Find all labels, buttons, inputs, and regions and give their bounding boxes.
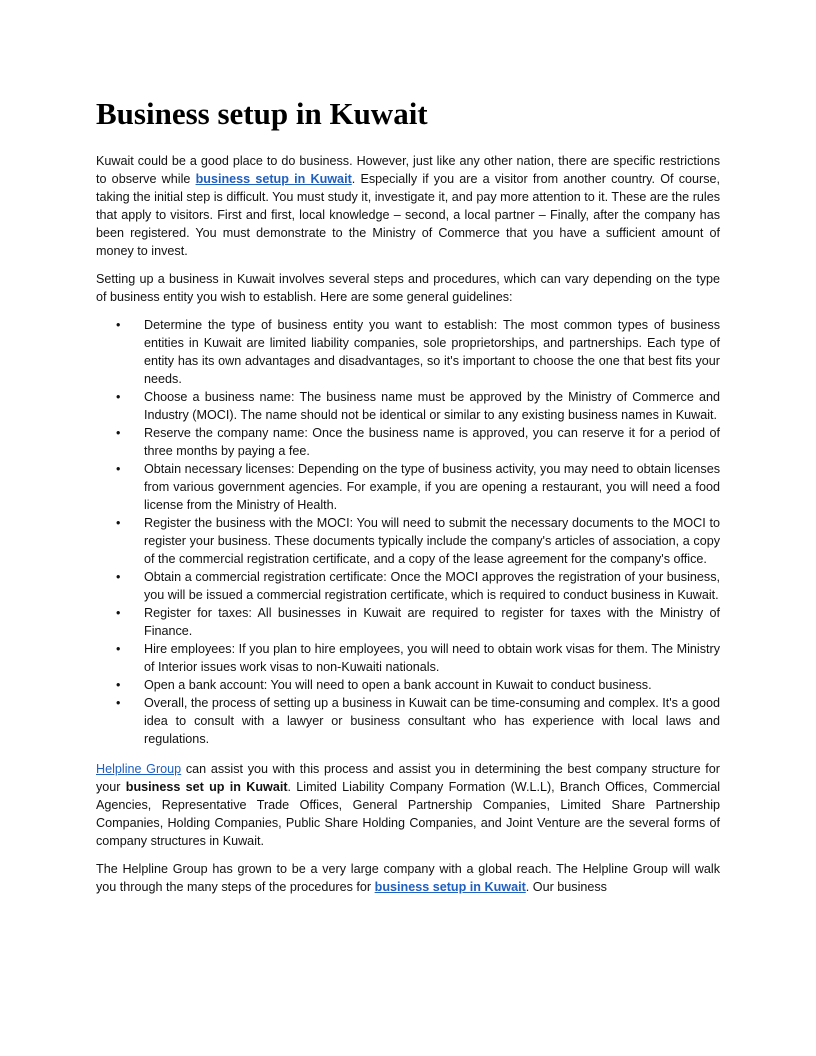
bullet-icon: •: [116, 390, 121, 404]
list-item: [116, 604, 720, 640]
helpline-text-mid: can assist you with this process and assist you in determining the best company structure for your: [96, 762, 720, 794]
closing-text-after: . Our business: [525, 880, 607, 894]
guidelines-intro-paragraph: Setting up a business in Kuwait involves several steps and procedures, which can vary depending on the type of business entity you wish to establish. Here are some general guidelines:: [96, 272, 720, 304]
bullet-icon: •: [116, 570, 121, 584]
list-item-text: Choose a business name: The business name must be approved by the Ministry of Commerce and Industry (MOCI). The name should not be identical or similar to any existing business names in Kuwait.: [144, 390, 720, 422]
list-item: [116, 514, 720, 568]
list-item-text: Register for taxes: All businesses in Kuwait are required to register for taxes with the Ministry of Finance.: [144, 606, 720, 638]
helpline-text-after: . Limited Liability Company Formation (W.L.L), Branch Offices, Commercial Agencies, Representative Trade Offices, General Partnership Companies, Limited Share Partnership Companies, Holding Companies, Public Share Holding Companies, and Joint Venture are the several forms of company structures in Kuwait.: [96, 780, 721, 848]
intro-text-after: . Especially if you are a visitor from another country. Of course, taking the initial step is difficult. You must study it, investigate it, and pay more attention to it. These are the rules that apply to visitors. First and first, local knowledge – second, a local partner – Finally, after the company has been registered. You must demonstrate to the Ministry of Commerce that you have a sufficient amount of money to invest.: [96, 172, 721, 258]
document-page: [96, 92, 720, 906]
bullet-icon: •: [116, 462, 121, 476]
intro-text-before: Kuwait could be a good place to do business. However, just like any other nation, there are specific restrictions to observe while: [96, 154, 720, 186]
list-item: [116, 640, 720, 676]
intro-paragraph: [96, 152, 720, 260]
helpline-paragraph: [96, 760, 720, 850]
page-title: Business setup in Kuwait: [96, 96, 428, 131]
list-item: [116, 694, 720, 748]
list-item-text: Register the business with the MOCI: You will need to submit the necessary documents to the MOCI to register your business. These documents typically include the company's articles of association, a copy of the commercial registration certificate, and a copy of the lease agreement for the company's office.: [144, 516, 720, 566]
list-item-text: Hire employees: If you plan to hire employees, you will need to obtain work visas for them. The Ministry of Interior issues work visas to non-Kuwaiti nationals.: [144, 642, 720, 674]
bullet-icon: •: [116, 678, 121, 692]
closing-text-before: The Helpline Group has grown to be a very large company with a global reach. The Helpline Group will walk you through the many steps of the procedures for: [96, 862, 720, 894]
steps-list: [96, 316, 720, 748]
list-item-text: Obtain a commercial registration certificate: Once the MOCI approves the registration of your business, you will be issued a commercial registration certificate, which is required to conduct business in Kuwait.: [144, 570, 720, 602]
list-item: [116, 316, 720, 388]
list-item-text: Determine the type of business entity you want to establish: The most common types of business entities in Kuwait are limited liability companies, sole proprietorships, and partnerships. Each type of entity has its own advantages and disadvantages, so it's important to choose the one that best fits your needs.: [144, 318, 720, 386]
list-item: [116, 424, 720, 460]
bullet-icon: •: [116, 642, 121, 656]
list-item-text: Obtain necessary licenses: Depending on the type of business activity, you may need to obtain licenses from various government agencies. For example, if you are opening a restaurant, you will need a food license from the Ministry of Health.: [144, 462, 720, 512]
business-setup-link[interactable]: business setup in Kuwait: [195, 172, 352, 186]
bullet-icon: •: [116, 606, 121, 620]
list-item: [116, 676, 720, 694]
bullet-icon: •: [116, 696, 121, 710]
list-item: [116, 388, 720, 424]
helpline-group-link[interactable]: Helpline Group: [96, 762, 182, 776]
list-item: [116, 568, 720, 604]
business-set-up-bold: business set up in Kuwait: [125, 780, 288, 794]
bullet-icon: •: [116, 318, 121, 332]
business-setup-link-2[interactable]: business setup in Kuwait: [374, 880, 526, 894]
list-item-text: Reserve the company name: Once the business name is approved, you can reserve it for a period of three months by paying a fee.: [144, 426, 720, 458]
closing-paragraph: [96, 860, 720, 896]
list-item-text: Overall, the process of setting up a business in Kuwait can be time-consuming and complex. It's a good idea to consult with a lawyer or business consultant who has experience with local laws and regulations.: [144, 696, 720, 746]
bullet-icon: •: [116, 516, 121, 530]
list-item: [116, 460, 720, 514]
list-item-text: Open a bank account: You will need to open a bank account in Kuwait to conduct business.: [144, 678, 652, 692]
bullet-icon: •: [116, 426, 121, 440]
